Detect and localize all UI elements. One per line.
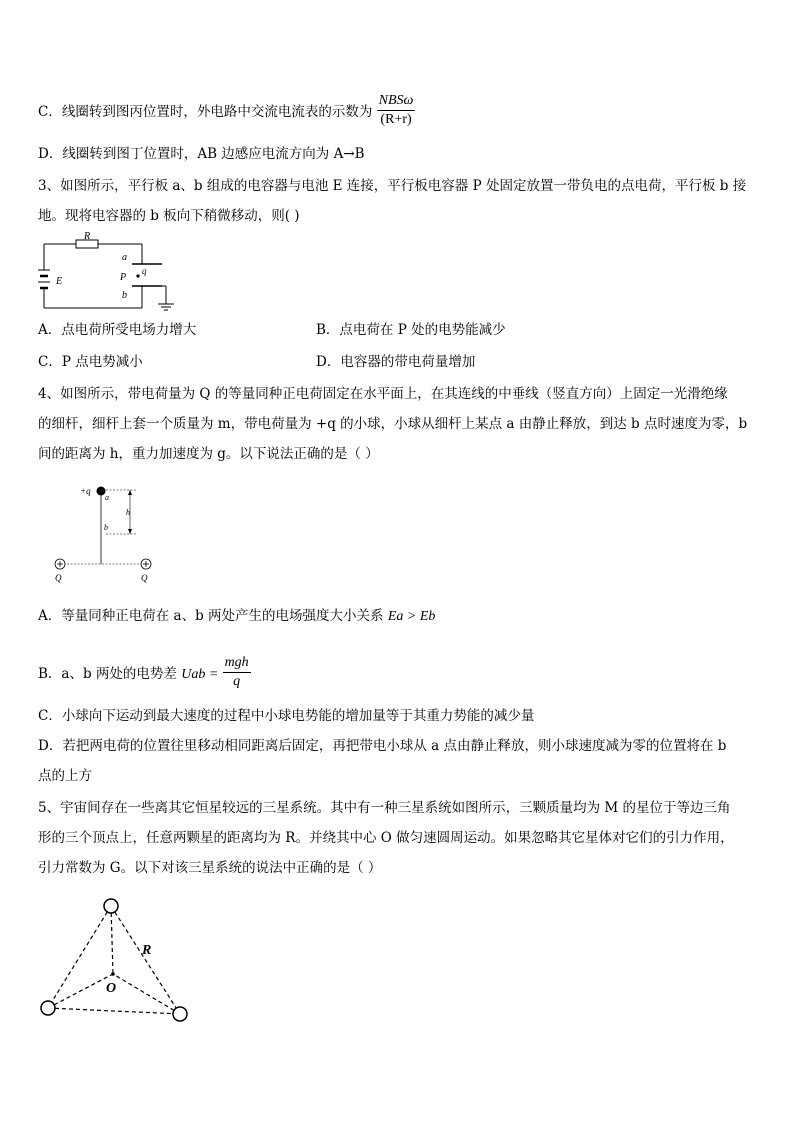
center-point xyxy=(111,972,115,976)
star-top xyxy=(104,899,118,913)
question-5-line1: 5、宇宙间存在一些离其它恒星较远的三星系统。其中有一种三星系统如图所示，三颗质量均为 M 的星位于等边三角 xyxy=(38,800,731,816)
question-4-option-d-line1: D．若把两电荷的位置往里移动相同距离后固定，再把带电小球从 a 点由静止释放，则小球速度减为零的位置将在 b xyxy=(38,738,727,754)
question-4-option-d-line2: 点的上方 xyxy=(38,768,92,784)
battery-label: E xyxy=(56,276,63,287)
star-bottom-right xyxy=(173,1007,187,1021)
star-bottom-left xyxy=(41,1001,55,1015)
question-3-line2: 地。现将电容器的 b 板向下稍微移动，则( ) xyxy=(38,208,300,224)
fraction-denominator: (R+r) xyxy=(380,112,412,127)
resistor-label: R xyxy=(83,232,91,242)
question-4-line1: 4、如图所示，带电荷量为 Q 的等量同种正电荷固定在水平面上，在其连线的中垂线（竖直方向）上固定一光滑绝缘 xyxy=(38,386,728,402)
plate-a-label: a xyxy=(122,252,127,263)
question-5-line3: 引力常数为 G。以下对该三星系统的说法中正确的是（ ） xyxy=(38,860,382,876)
point-b-label: b xyxy=(104,523,108,532)
potential-difference-symbol: Uab = xyxy=(181,667,219,682)
charge-q-label: q xyxy=(142,266,147,276)
ball-charge-label: +q xyxy=(80,486,91,496)
point-p-label: P xyxy=(120,272,127,283)
option-b-text: B．a、b 两处的电势差 xyxy=(38,666,177,682)
question-4-option-a xyxy=(38,606,435,627)
option-c-text: C．线圈转到图丙位置时，外电路中交流电流表的示数为 xyxy=(38,104,373,120)
question-3-line1: 3、如图所示，平行板 a、b 组成的电容器与电池 E 连接，平行板电容器 P 处固定放置一带负电的点电荷，平行板 b 接 xyxy=(38,178,747,194)
point-a-label: a xyxy=(105,493,109,502)
question-3-option-b: B．点电荷在 P 处的电势能减少 xyxy=(316,322,506,338)
rod-charges-diagram xyxy=(36,480,166,586)
option-a-text: A．等量同种正电荷在 a、b 两处产生的电场强度大小关系 xyxy=(38,608,384,624)
question-3-option-c: C．P 点电势减小 xyxy=(38,354,143,370)
potential-fraction xyxy=(223,654,251,691)
current-fraction xyxy=(377,92,416,129)
capacitor-circuit-diagram xyxy=(34,232,184,316)
question-4-option-b xyxy=(38,656,251,693)
center-o-label: O xyxy=(106,981,117,996)
question-3-option-d: D．电容器的带电荷量增加 xyxy=(316,354,476,370)
fraction-denominator: q xyxy=(233,674,241,689)
question-5-line2: 形的三个顶点上，任意两颗星的距离均为 R。并绕其中心 O 做匀速圆周运动。如果忽略其它星体对它们的引力作用， xyxy=(38,830,734,846)
charge-q-left-label: Q xyxy=(55,573,62,583)
distance-h-label: h xyxy=(126,508,130,517)
fraction-numerator: mgh xyxy=(223,654,251,673)
question-4-line2: 的细杆，细杆上套一个质量为 m，带电荷量为 +q 的小球，小球从细杆上某点 a 由静止释放，到达 b 点时速度为零，b xyxy=(38,416,748,432)
three-star-system-diagram xyxy=(34,892,200,1028)
fraction-numerator: NBSω xyxy=(377,92,416,111)
question-4-option-c: C．小球向下运动到最大速度的过程中小球电势能的增加量等于其重力势能的减少量 xyxy=(38,708,535,724)
plate-b-label: b xyxy=(122,290,127,301)
ground-icon xyxy=(158,304,174,310)
charge-q-right-label: Q xyxy=(141,573,148,583)
option-d: D．线圈转到图丁位置时，AB 边感应电流方向为 A→B xyxy=(38,146,365,162)
question-4-line3: 间的距离为 h，重力加速度为 g。以下说法正确的是（ ） xyxy=(38,446,379,462)
point-charge xyxy=(136,274,139,277)
question-3-option-a: A．点电荷所受电场力增大 xyxy=(38,322,197,338)
option-c xyxy=(38,94,415,131)
distance-r-label: R xyxy=(142,943,152,958)
field-relation: Ea > Eb xyxy=(387,609,436,624)
